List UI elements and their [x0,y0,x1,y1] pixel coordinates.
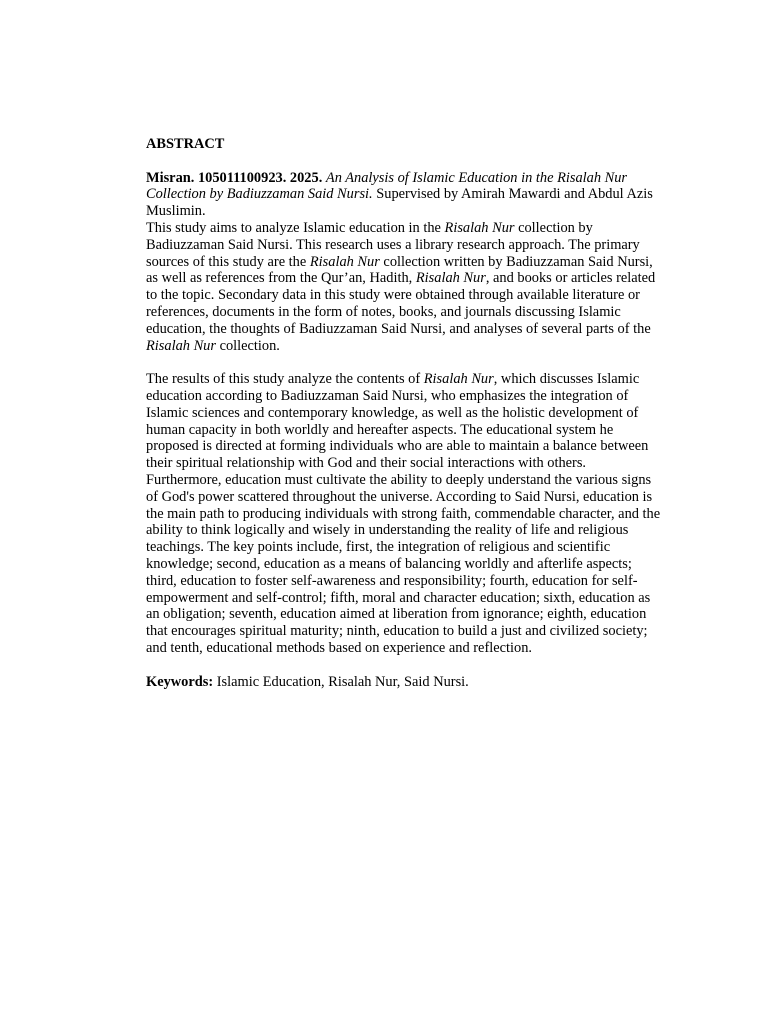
citation [146,170,662,220]
abstract-heading: ABSTRACT [146,136,225,152]
paragraph-gap [146,354,662,371]
p2-italic-1: Risalah Nur [423,371,494,388]
p1-text-1: This study aims to analyze Islamic education in the [146,219,445,236]
citation-title: An Analysis of Islamic Education in the Risalah Nur Collection by Badiuzzaman Said Nursi. [146,169,628,203]
p1-text-2: collection by Badiuzzaman Said Nursi. This research uses a library research approach. The primary sources of this study are the [146,219,640,270]
keywords-value: Islamic Education, Risalah Nur, Said Nursi. [213,673,469,690]
p1-text-5: collection. [215,337,280,354]
abstract-page [146,136,662,690]
citation-author-year: Misran. 105011100923. 2025. [146,169,323,186]
p1-text-3: collection written by Badiuzzaman Said Nursi, as well as references from the Qur’an, Hadith, [146,253,653,287]
p1-italic-4: Risalah Nur [146,337,216,354]
abstract-paragraph-2 [146,371,662,657]
p1-text-4: , and books or articles related to the topic. Secondary data in this study were obtained through available literature or references, documents in the form of notes, books, and journals discussing Islamic education, the thoughts of Badiuzzaman Said Nursi, and analyses of several parts of the [146,270,656,337]
paragraph-gap [146,657,662,674]
keywords-line [146,674,662,691]
p1-italic-1: Risalah Nur [444,219,515,236]
keywords-label: Keywords: [146,673,214,690]
p1-italic-3: Risalah Nur [415,270,486,287]
p2-text-2: , which discusses Islamic education according to Badiuzzaman Said Nursi, who emphasizes the integration of Islamic sciences and contemporary knowledge, as well as the holistic development of human capacity in both worldly and hereafter aspects. The educational system he proposed is directed at forming individuals who are able to maintain a balance between their spiritual relationship with God and their social interactions with others. Furthermore, education must cultivate the ability to deeply understand the various signs of God's power scattered throughout the universe. According to Said Nursi, education is the main path to producing individuals with strong faith, commendable character, and the ability to think logically and wisely in understanding the reality of life and religious teachings. The key points include, first, the integration of religious and scientific knowledge; second, education as a means of balancing worldly and afterlife aspects; third, education to foster self-awareness and responsibility; fourth, education for self-empowerment and self-control; fifth, moral and character education; sixth, education as an obligation; seventh, education aimed at liberation from ignorance; eighth, education that encourages spiritual maturity; ninth, education to build a just and civilized society; and tenth, educational methods based on experience and reflection. [146,371,661,656]
abstract-paragraph-1 [146,220,662,354]
citation-supervisors: Supervised by Amirah Mawardi and Abdul Azis Muslimin. [146,186,653,220]
p1-italic-2: Risalah Nur [309,253,380,270]
p2-text-1: The results of this study analyze the contents of [146,371,424,388]
